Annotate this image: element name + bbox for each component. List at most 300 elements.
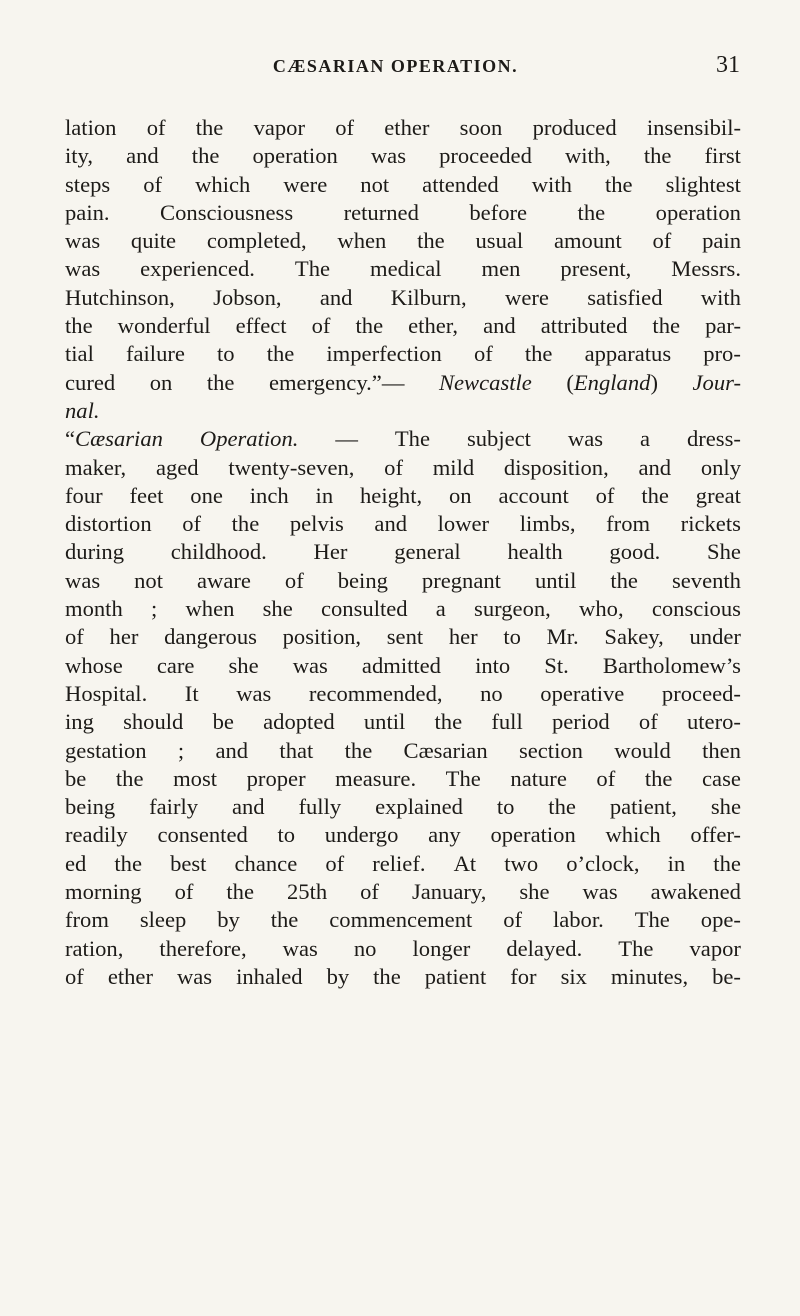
text-segment: with,	[564, 143, 611, 169]
text-segment: aged	[155, 454, 199, 480]
text-segment: effect	[235, 313, 287, 339]
word-space	[631, 255, 671, 283]
text-segment: the	[115, 765, 144, 791]
word-space	[163, 482, 190, 510]
word-space	[344, 510, 375, 538]
word-space	[333, 482, 360, 510]
word-space	[235, 340, 267, 368]
word-space	[429, 114, 459, 142]
text-segment: most	[173, 765, 218, 791]
text-segment: under	[689, 624, 741, 650]
text-segment: usual	[475, 228, 524, 254]
word-space	[521, 623, 547, 651]
text-segment: and	[483, 313, 516, 339]
text-segment: was	[567, 426, 604, 452]
word-space	[234, 595, 262, 623]
word-space	[516, 312, 541, 340]
word-space	[441, 652, 475, 680]
word-space	[144, 765, 174, 793]
text-segment: the	[195, 115, 224, 140]
text-line	[65, 114, 741, 142]
text-segment: the	[577, 199, 606, 225]
text-segment: longer	[412, 935, 471, 961]
word-space	[622, 227, 653, 255]
text-segment: of	[174, 879, 194, 905]
text-segment: sleep	[139, 907, 187, 933]
text-segment: which	[605, 822, 661, 848]
word-space	[349, 963, 373, 991]
text-segment: feet	[129, 482, 164, 508]
text-segment: of	[182, 511, 202, 537]
text-segment: was	[292, 652, 328, 678]
word-space	[419, 199, 469, 227]
text-segment: the	[65, 313, 93, 339]
word-space	[327, 878, 360, 906]
text-segment: was	[236, 680, 272, 706]
text-segment: by	[326, 963, 350, 989]
text-segment: consented	[157, 822, 248, 848]
text-segment: “	[65, 426, 76, 452]
word-space	[463, 793, 497, 821]
text-segment: imperfection	[326, 341, 442, 367]
italic-text: Newcastle	[438, 369, 532, 395]
text-line	[65, 312, 741, 340]
word-space	[347, 538, 394, 566]
text-segment: a	[639, 426, 650, 452]
word-space	[638, 567, 672, 595]
word-space	[386, 227, 417, 255]
text-segment: to	[496, 794, 515, 820]
text-segment: and	[231, 794, 265, 820]
text-segment: commencement	[329, 907, 473, 933]
text-line	[65, 227, 741, 255]
text-segment: no	[480, 680, 503, 706]
word-space	[211, 312, 236, 340]
text-segment: Messrs.	[671, 256, 741, 282]
text-segment: delayed.	[506, 935, 583, 961]
word-space	[153, 963, 177, 991]
text-segment: Sakey,	[604, 624, 664, 650]
word-space	[611, 142, 644, 170]
text-line	[65, 454, 741, 482]
text-segment: section	[518, 737, 583, 763]
word-space	[124, 538, 171, 566]
text-segment: chance	[234, 850, 298, 876]
word-space	[664, 623, 690, 651]
text-segment: attributed	[540, 313, 628, 339]
text-segment: Kilburn,	[390, 284, 467, 310]
text-segment: were	[283, 171, 328, 197]
text-segment: ether,	[408, 313, 459, 339]
text-line	[65, 425, 741, 453]
text-segment: a	[435, 596, 446, 622]
text-segment: seventh	[671, 567, 741, 593]
word-space	[123, 935, 159, 963]
text-segment: dress-	[686, 426, 741, 452]
text-segment: vapor	[253, 115, 306, 140]
text-segment: pelvis	[289, 511, 344, 537]
text-segment: was	[176, 963, 213, 989]
text-segment: with	[700, 284, 741, 310]
text-segment: the	[713, 850, 741, 876]
word-space	[358, 425, 395, 453]
text-segment: awakened	[650, 879, 741, 905]
word-space	[313, 737, 344, 765]
word-space	[84, 963, 108, 991]
text-segment: The	[618, 935, 654, 961]
word-space	[671, 227, 702, 255]
word-space	[614, 482, 641, 510]
word-space	[401, 963, 425, 991]
text-segment: patient,	[609, 794, 677, 820]
text-segment: on	[149, 369, 173, 395]
word-space	[398, 821, 428, 849]
text-segment: the	[604, 171, 633, 197]
text-segment: readily	[65, 822, 128, 848]
word-space	[199, 680, 237, 708]
text-segment: first	[704, 143, 741, 169]
word-space	[486, 963, 510, 991]
word-space	[176, 227, 207, 255]
word-space	[166, 114, 196, 142]
text-segment: proceed-	[661, 680, 741, 706]
text-segment: of	[638, 709, 658, 735]
text-segment: case	[702, 765, 741, 791]
word-space	[147, 680, 185, 708]
text-segment: Cæsarian	[403, 737, 488, 763]
word-space	[289, 482, 316, 510]
text-segment: one	[190, 482, 223, 508]
text-segment: of	[503, 907, 523, 933]
text-segment: offer-	[690, 822, 741, 848]
text-segment: was	[65, 567, 101, 593]
word-space	[157, 595, 185, 623]
body-text	[65, 114, 741, 991]
text-segment: no	[353, 935, 377, 961]
word-space	[443, 680, 481, 708]
word-space	[442, 340, 474, 368]
word-space	[552, 340, 584, 368]
text-segment: quite	[130, 228, 177, 254]
text-segment: of	[360, 879, 379, 905]
italic-text: Operation.	[199, 426, 299, 452]
word-space	[510, 652, 544, 680]
word-space	[94, 708, 123, 736]
text-segment: operation	[252, 143, 338, 169]
text-segment: to	[277, 822, 296, 848]
italic-text: Jour-	[692, 369, 741, 395]
text-segment: was	[65, 256, 101, 282]
word-space	[488, 737, 519, 765]
word-space	[217, 765, 247, 793]
word-space	[163, 425, 200, 453]
text-segment: who,	[579, 596, 624, 622]
text-segment: subject	[466, 426, 531, 452]
word-space	[423, 623, 449, 651]
text-line	[65, 963, 741, 991]
word-space	[446, 595, 474, 623]
word-space	[426, 850, 454, 878]
text-segment: cured	[65, 369, 116, 395]
word-space	[163, 567, 197, 595]
word-space	[481, 765, 511, 793]
text-segment: dangerous	[164, 624, 257, 650]
text-line	[65, 340, 741, 368]
text-segment: )	[650, 369, 658, 395]
word-space	[472, 906, 503, 934]
word-space	[248, 821, 278, 849]
word-space	[330, 255, 370, 283]
italic-text: Cæsarian	[75, 426, 163, 452]
word-space	[458, 312, 483, 340]
text-segment: completed,	[206, 228, 307, 254]
word-space	[128, 821, 158, 849]
text-segment: par-	[705, 313, 741, 339]
word-space	[138, 623, 164, 651]
text-segment: of	[311, 313, 331, 339]
text-line	[65, 765, 741, 793]
word-space	[478, 623, 504, 651]
text-segment: the	[373, 963, 401, 989]
word-space	[493, 340, 525, 368]
word-space	[172, 369, 207, 397]
text-segment: She	[707, 539, 741, 565]
text-segment: on	[449, 482, 472, 508]
word-space	[527, 199, 577, 227]
text-segment: health	[507, 539, 563, 565]
word-space	[604, 906, 635, 934]
word-space	[142, 850, 170, 878]
word-space	[193, 878, 226, 906]
text-segment: explained	[375, 794, 463, 820]
text-segment: full	[491, 709, 523, 735]
text-segment: satisfied	[587, 284, 663, 310]
text-segment: by	[217, 907, 240, 933]
word-space	[576, 793, 610, 821]
word-space	[116, 114, 146, 142]
word-space	[407, 510, 438, 538]
text-segment: into	[475, 652, 511, 678]
text-segment: good.	[609, 539, 661, 565]
text-segment: and	[638, 454, 672, 480]
text-segment: the	[270, 907, 299, 933]
word-space	[267, 538, 314, 566]
word-space	[109, 906, 140, 934]
text-segment: operative	[540, 680, 625, 706]
text-segment: she	[519, 879, 550, 905]
text-segment: not	[134, 567, 163, 593]
text-segment: mild	[432, 454, 475, 480]
word-space	[344, 850, 372, 878]
word-space	[84, 623, 110, 651]
word-space	[254, 878, 287, 906]
word-space	[388, 567, 422, 595]
text-segment: childhood.	[170, 539, 267, 565]
text-segment: she	[228, 652, 259, 678]
word-space	[287, 312, 312, 340]
word-space	[587, 963, 611, 991]
word-space	[618, 878, 651, 906]
word-space	[297, 850, 325, 878]
text-segment: her	[448, 624, 478, 650]
word-space	[240, 906, 271, 934]
text-segment: Hutchinson,	[65, 284, 175, 310]
text-segment: general	[394, 539, 461, 565]
word-space	[199, 454, 229, 482]
word-space	[532, 369, 567, 397]
word-space	[223, 114, 253, 142]
word-space	[376, 935, 412, 963]
word-space	[86, 765, 116, 793]
text-line	[65, 482, 741, 510]
word-space	[617, 114, 647, 142]
text-segment: would	[614, 737, 671, 763]
text-segment: four	[65, 482, 103, 508]
word-space	[183, 708, 212, 736]
word-space	[383, 312, 408, 340]
text-segment: being	[337, 567, 388, 593]
word-space	[549, 284, 587, 312]
text-segment: insensibil-	[646, 115, 741, 140]
text-segment: recommended,	[308, 680, 443, 706]
text-segment: the	[266, 341, 295, 367]
text-segment: any	[428, 822, 461, 848]
text-segment: the	[206, 369, 235, 395]
text-segment: she	[262, 596, 293, 622]
word-space	[201, 510, 232, 538]
text-line	[65, 538, 741, 566]
word-space	[100, 227, 131, 255]
text-segment: that	[279, 737, 314, 763]
text-segment: undergo	[324, 822, 399, 848]
word-space	[123, 652, 157, 680]
word-space	[142, 878, 175, 906]
text-segment: lation	[65, 115, 117, 140]
word-space	[403, 454, 433, 482]
text-line	[65, 199, 741, 227]
text-segment: Hospital.	[65, 680, 148, 706]
word-space	[327, 171, 360, 199]
text-line	[65, 878, 741, 906]
word-space	[572, 171, 605, 199]
word-space	[328, 652, 362, 680]
text-segment: until	[534, 567, 577, 593]
text-segment: the	[524, 341, 553, 367]
text-line	[65, 623, 741, 651]
word-space	[502, 114, 532, 142]
text-segment: of	[143, 171, 163, 197]
word-space	[152, 510, 183, 538]
text-line	[65, 567, 741, 595]
word-space	[250, 171, 283, 199]
word-space	[461, 821, 491, 849]
word-space	[486, 878, 519, 906]
text-segment: of	[652, 228, 672, 254]
word-space	[103, 482, 130, 510]
word-space	[271, 680, 309, 708]
word-space	[670, 906, 701, 934]
word-space	[335, 708, 364, 736]
word-space	[445, 227, 476, 255]
text-segment: two	[504, 850, 539, 876]
text-segment: medical	[370, 256, 442, 282]
text-segment: was	[370, 143, 406, 169]
word-space	[605, 199, 655, 227]
text-line	[65, 793, 741, 821]
text-segment: The	[445, 765, 481, 791]
text-segment: the	[344, 737, 373, 763]
word-space	[583, 737, 614, 765]
text-segment: her	[109, 624, 139, 650]
word-space	[523, 227, 554, 255]
text-segment: nature	[510, 765, 567, 791]
word-space	[672, 765, 702, 793]
text-segment: of	[146, 115, 166, 140]
text-segment: during	[65, 539, 124, 565]
text-segment: the	[641, 482, 669, 508]
word-space	[198, 793, 232, 821]
text-segment: operation	[655, 199, 741, 225]
text-segment: 25th	[286, 879, 328, 905]
text-segment: Bartholomew’s	[602, 652, 741, 678]
text-segment: attended	[422, 171, 499, 197]
text-segment: of	[595, 482, 615, 508]
text-segment: rickets	[680, 511, 741, 537]
text-segment: to	[217, 341, 235, 367]
text-segment: vapor	[689, 935, 741, 961]
word-space	[352, 284, 390, 312]
word-space	[582, 935, 618, 963]
word-space	[93, 142, 126, 170]
text-segment: be	[212, 709, 234, 735]
word-space	[298, 425, 335, 453]
word-space	[650, 425, 687, 453]
word-space	[184, 737, 215, 765]
text-segment: of	[596, 765, 616, 791]
text-line	[65, 850, 741, 878]
word-space	[110, 199, 160, 227]
word-space	[408, 595, 436, 623]
text-segment: the	[643, 143, 672, 169]
text-line	[65, 708, 741, 736]
text-segment: ope-	[700, 907, 741, 933]
word-space	[563, 538, 610, 566]
text-segment: being	[65, 794, 116, 820]
word-space	[442, 255, 482, 283]
word-space	[194, 652, 228, 680]
text-segment: before	[469, 199, 528, 225]
text-line	[65, 255, 741, 283]
text-segment: when	[337, 228, 387, 254]
text-segment: slightest	[665, 171, 741, 197]
word-space	[248, 737, 279, 765]
word-space	[610, 708, 639, 736]
word-space	[522, 906, 553, 934]
word-space	[624, 680, 662, 708]
text-segment: sent	[386, 624, 424, 650]
word-space	[576, 821, 606, 849]
text-segment: disposition,	[503, 454, 609, 480]
word-space	[576, 567, 610, 595]
text-segment: failure	[125, 341, 185, 367]
word-space	[330, 312, 355, 340]
word-space	[579, 623, 605, 651]
text-segment: the	[644, 765, 673, 791]
word-space	[499, 171, 532, 199]
text-segment: ration,	[65, 935, 124, 961]
text-segment: was	[582, 879, 618, 905]
text-segment: relief.	[372, 850, 426, 876]
